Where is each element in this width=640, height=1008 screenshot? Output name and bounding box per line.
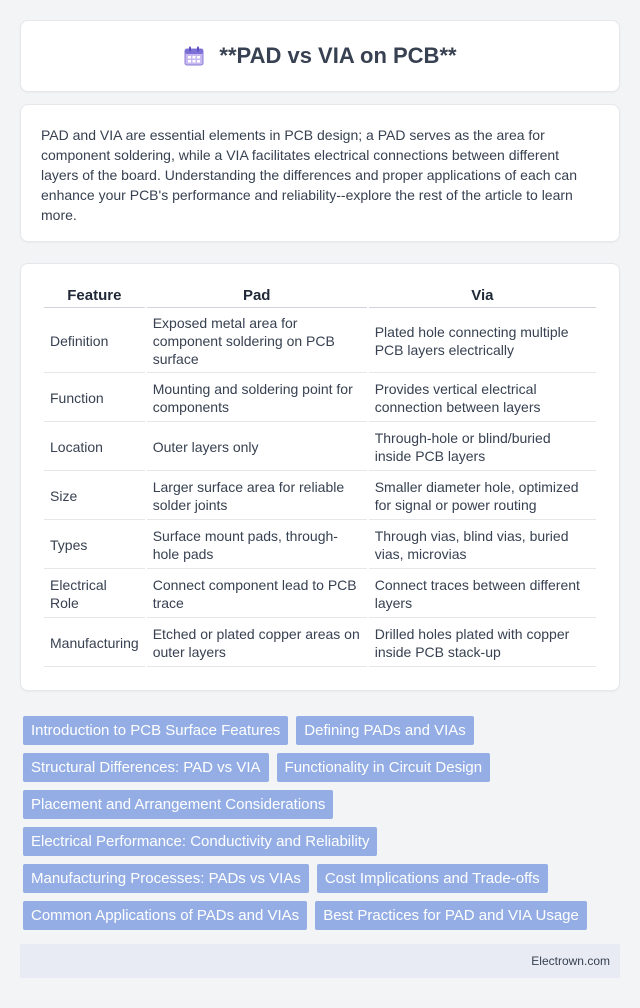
topic-tag[interactable]: Electrical Performance: Conductivity and Reliability xyxy=(23,827,377,856)
table-header-row xyxy=(44,286,596,308)
feature-cell: Location xyxy=(44,424,145,471)
table-row xyxy=(44,620,596,667)
feature-cell: Definition xyxy=(44,310,145,373)
via-cell: Connect traces between different layers xyxy=(369,571,596,618)
topic-tags xyxy=(23,716,623,938)
feature-cell: Size xyxy=(44,473,145,520)
via-cell: Plated hole connecting multiple PCB layers electrically xyxy=(369,310,596,373)
tag-row xyxy=(23,901,623,930)
tag-row xyxy=(23,864,623,893)
topic-tag[interactable]: Manufacturing Processes: PADs vs VIAs xyxy=(23,864,309,893)
topic-tag[interactable]: Introduction to PCB Surface Features xyxy=(23,716,288,745)
header-via: Via xyxy=(369,286,596,308)
table-row xyxy=(44,424,596,471)
table-row xyxy=(44,522,596,569)
table-row xyxy=(44,571,596,618)
pad-cell: Larger surface area for reliable solder joints xyxy=(147,473,367,520)
tag-row xyxy=(23,753,623,782)
comparison-table-card xyxy=(20,263,620,691)
topic-tag[interactable]: Functionality in Circuit Design xyxy=(277,753,491,782)
header-feature: Feature xyxy=(44,286,145,308)
footer-source: Electrown.com xyxy=(531,954,610,968)
footer xyxy=(20,944,620,978)
calendar-icon xyxy=(183,45,205,67)
header-pad: Pad xyxy=(147,286,367,308)
topic-tag[interactable]: Cost Implications and Trade-offs xyxy=(317,864,548,893)
topic-tag[interactable]: Defining PADs and VIAs xyxy=(296,716,473,745)
table-row xyxy=(44,375,596,422)
feature-cell: Types xyxy=(44,522,145,569)
intro-paragraph: PAD and VIA are essential elements in PCB design; a PAD serves as the area for component soldering, while a VIA facilitates electrical connections between different layers of the board. Understanding the differences and proper applications of each can enhance your PCB's performance and reliability--explore the rest of the article to learn more. xyxy=(41,127,577,223)
topic-tag[interactable]: Best Practices for PAD and VIA Usage xyxy=(315,901,587,930)
via-cell: Provides vertical electrical connection between layers xyxy=(369,375,596,422)
feature-cell: Electrical Role xyxy=(44,571,145,618)
pad-cell: Etched or plated copper areas on outer layers xyxy=(147,620,367,667)
via-cell: Through vias, blind vias, buried vias, microvias xyxy=(369,522,596,569)
tag-row xyxy=(23,716,623,745)
pad-cell: Surface mount pads, through-hole pads xyxy=(147,522,367,569)
topic-tag[interactable]: Structural Differences: PAD vs VIA xyxy=(23,753,269,782)
via-cell: Smaller diameter hole, optimized for signal or power routing xyxy=(369,473,596,520)
tag-row xyxy=(23,790,623,819)
pad-cell: Exposed metal area for component soldering on PCB surface xyxy=(147,310,367,373)
title-card xyxy=(20,20,620,92)
feature-cell: Function xyxy=(44,375,145,422)
topic-tag[interactable]: Common Applications of PADs and VIAs xyxy=(23,901,307,930)
page-title: **PAD vs VIA on PCB** xyxy=(219,43,457,68)
via-cell: Through-hole or blind/buried inside PCB layers xyxy=(369,424,596,471)
table-row xyxy=(44,310,596,373)
intro-card xyxy=(20,104,620,242)
feature-cell: Manufacturing xyxy=(44,620,145,667)
topic-tag[interactable]: Placement and Arrangement Considerations xyxy=(23,790,333,819)
pad-cell: Outer layers only xyxy=(147,424,367,471)
via-cell: Drilled holes plated with copper inside PCB stack-up xyxy=(369,620,596,667)
tag-row xyxy=(23,827,623,856)
table-row xyxy=(44,473,596,520)
pad-cell: Mounting and soldering point for components xyxy=(147,375,367,422)
pad-cell: Connect component lead to PCB trace xyxy=(147,571,367,618)
comparison-table xyxy=(42,284,598,669)
